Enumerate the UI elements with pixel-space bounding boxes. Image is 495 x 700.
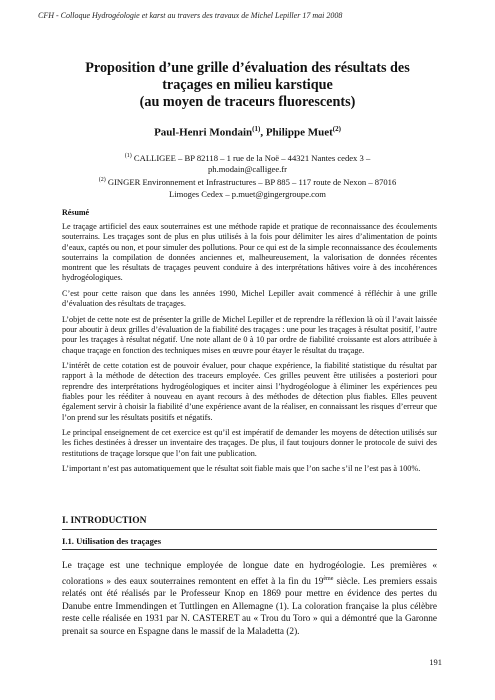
abstract-paragraph: L’important n’est pas automatiquement que le résultat soit fiable mais que l’on sache s’il ne l’est pas à 100%. — [62, 464, 421, 474]
paper-title — [30, 60, 465, 111]
affiliation-1-line-1 — [30, 151, 465, 164]
author-name: Philippe Muet — [265, 126, 333, 139]
author-affiliation-marker: (1) — [252, 125, 261, 133]
author-affiliation-marker: (2) — [332, 125, 341, 133]
running-header: CFH - Colloque Hydrogéologie et karst au travers des travaux de Michel Lepiller 17 mai 2008 — [38, 11, 343, 20]
abstract-paragraph: L’objet de cette note est de présenter la grille de Michel Lepiller et de reprendre la réflexion là où il l’avait laissée pour aboutir à deux grilles d’évaluation de la fiabilité des traçages : une pour les traçages à résultat positif, l’autre pour les traçages à résultat négatif. Une note allant de 0 à 10 par ordre de fiabilité croissante est alors attribuée à chaque traçage en fonction des techniques mises en œuvre pour étayer le résultat du traçage. — [62, 314, 437, 355]
affiliation-marker: (2) — [98, 177, 106, 184]
abstract-heading: Résumé — [62, 208, 90, 217]
abstract-paragraph: C’est pour cette raison que dans les années 1990, Michel Lepiller avait commencé à réfléchir à une grille d’évaluation des résultats de traçages. — [62, 288, 437, 309]
affiliation-text: GINGER Environnement et Infrastructures – BP 885 – 117 route de Nexon – 87016 — [105, 177, 397, 188]
affiliation-1-line-2: ph.modain@calligee.fr — [207, 164, 288, 175]
body-paragraph — [62, 560, 437, 639]
section-rule — [62, 529, 437, 530]
superscript: ème — [323, 575, 334, 582]
subsection-heading: I.1. Utilisation des traçages — [62, 536, 162, 546]
affiliation-text: CALLIGEE – BP 82118 – 1 rue de la Noë – 44321 Nantes cedex 3 – — [131, 152, 371, 163]
page-number: 191 — [429, 657, 442, 667]
subsection-rule — [62, 549, 437, 550]
section-heading: I. INTRODUCTION — [62, 516, 147, 526]
affiliations — [30, 151, 465, 200]
affiliation-2-line-2: Limoges Cedex – p.muet@gingergroupe.com — [169, 188, 326, 199]
affiliation-2-line-1 — [30, 175, 465, 188]
body-text-run: siècle. Les premiers essais relatés ont été réalisés par le Professeur Knop en 1869 pour mettre en évidence des pertes du Danube entre Immendingen et Tuttlingen en Allemagne (1). La coloration française la plus célèbre reste celle réalisée en 1931 par N. CASTERET au « Trou du Toro » qui a démontré que la Garonne prenait sa source en Espagne dans le massif de la Maladetta (2). — [62, 576, 437, 638]
body-text-run: Le traçage est une technique employée de longue date en hydrogéologie. Les premières « colorations » des eaux souterraines remontent en effet à la fin du 19 — [62, 561, 437, 587]
abstract-body — [62, 222, 437, 480]
title-line-2: traçages en milieu karstique — [162, 77, 333, 93]
abstract-paragraph: Le principal enseignement de cet exercice est qu’il est impératif de demander les moyens de détection utilisés sur les fiches destinées à dresser un inventaire des traçages. De plus, il faut toujours donner le protocole de suivi des restitutions de traçage lorsque que l’on fait une publication. — [62, 428, 437, 458]
abstract-paragraph: L’intérêt de cette cotation est de pouvoir évaluer, pour chaque expérience, la fiabilité statistique du résultat par rapport à la méthode de détection des traceurs employée. Ces grilles peuvent être utilisées a posteriori pour reprendre des interprétations hydrogéologiques et inciter ainsi l’hydrogéologue à éliminer les expériences peu fiables pour les rééditer à nouveau en ayant recours à des méthodes de détection plus fiables. Elles peuvent également servir à choisir la fiabilité d’une expérience avant de la réaliser, en connaissant les risques d’erreur que l’on prend sur les résultats positifs et négatifs. — [62, 361, 437, 422]
affiliation-marker: (1) — [124, 153, 132, 159]
author-separator: , — [260, 126, 266, 139]
abstract-paragraph: Le traçage artificiel des eaux souterraines est une méthode rapide et pratique de reconnaissance des écoulements souterrains. Les traçages sont de plus en plus utilisés à la fois pour délimiter les aires d’alimentation de points d’eaux, captés ou non, et pour simuler des pollutions. Pour ce qui est de la simple reconnaissance des écoulements souterrains la compilation de données anciennes et, malheureusement, la valorisation de données récentes montrent que les résultats de traçages peuvent conduire à des interprétations hâtives voire à des incohérences hydrogéologiques. — [62, 222, 437, 283]
author-list — [30, 123, 465, 140]
author-name: Paul-Henri Mondain — [154, 126, 253, 139]
title-line-1: Proposition d’une grille d’évaluation des résultats des — [85, 60, 410, 76]
body-text — [62, 560, 437, 639]
title-line-3: (au moyen de traceurs fluorescents) — [139, 94, 356, 110]
